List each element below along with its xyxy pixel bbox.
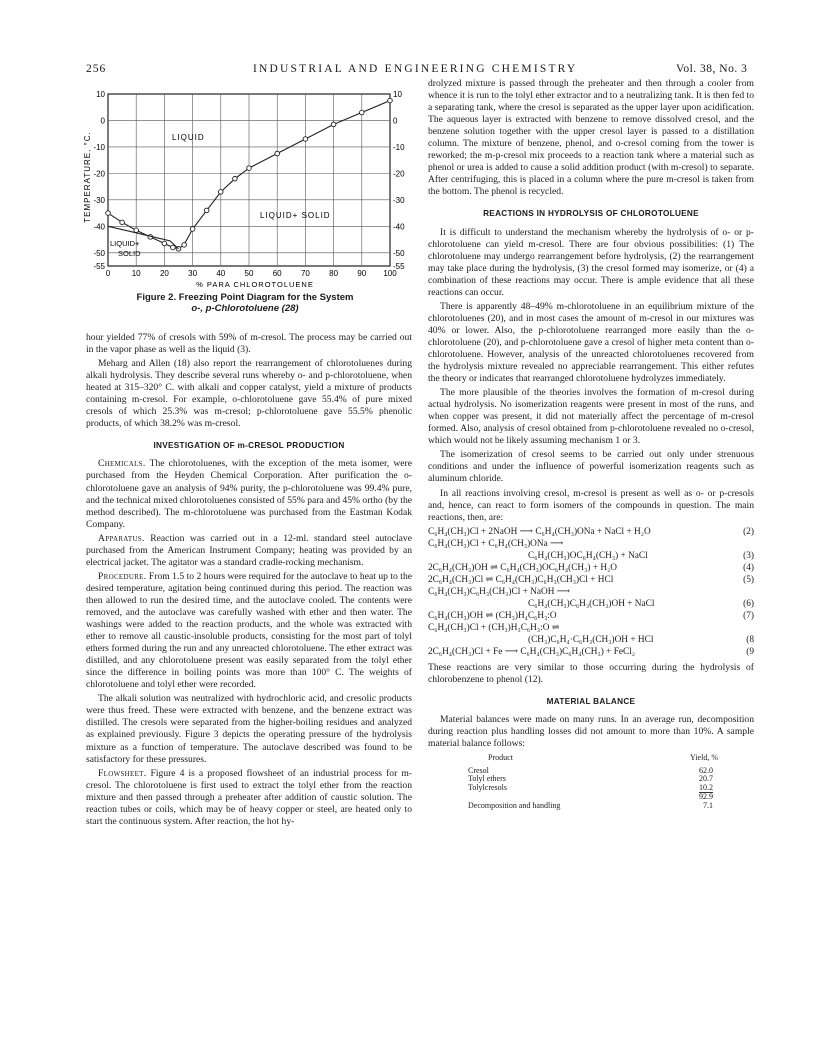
right-column [428,78,754,810]
x-tick-label: 20 [159,269,169,278]
reaction-equation [428,526,754,538]
data-point [219,190,224,195]
paragraph: There is apparently 48–49% m-chlorotoluene in an equilibrium mixture of the chlorotoluenes (20), and in most cases the amount of m-cresol in our mixtures was 40% or lower. Also, the p-chlorotoluene rearranged more easily than the o-chlorotoluene (20), and p-chlorotoluene gave a cresol of higher meta content than o-chlorotoluene. However, analysis of the unreacted chlorotoluenes recovered from the hydrolysis mixture revealed no appreciable rearrangement. This either refutes the theory or indicates that rearranged chlorotoluene hydrolyzes immediately. [428,300,754,385]
reaction-equation [428,622,754,634]
paragraph-apparatus [86,533,412,569]
paragraph-text: Figure 4 is a proposed flowsheet of an industrial process for m-cresol. The chlorotoluene is first used to extract the tolyl ether from the reaction mixture and then passed through a preheater after addition of caustic solution. The reaction tubes or coils, which may be of heavy copper or steel, are heated only to start the continuous system. After reaction, the hot hy- [86,767,412,827]
data-point [303,137,308,142]
equation-number: (9 [746,646,754,657]
y-tick-label-left: 0 [100,116,105,126]
data-point [360,110,365,115]
reaction-equation [428,550,754,562]
run-in-head: Procedure. [98,570,147,582]
y-tick-label-right: -30 [393,195,405,205]
y-tick-label-right: -40 [393,222,405,232]
data-point [162,241,167,246]
volume-info: Vol. 38, No. 3 [676,63,748,75]
table-header [488,754,718,763]
product-cell: Decomposition and handling [468,800,561,810]
equation-text: C₆H₄(CH₃)Cl + (CH₃)H₃C₆H₃:O ⇌ [428,622,560,633]
yield-cell: 20.7 [699,774,713,784]
equation-text: C₆H₄(CH₃)C₆H₃(CH₃)Cl + NaOH ⟶ [428,586,571,597]
data-point [182,243,187,248]
yield-cell: 92.9 [699,792,713,802]
reaction-equation [428,646,754,658]
equation-number: (6) [743,598,754,609]
y-tick-label-right: 0 [393,116,398,126]
data-point [190,227,195,232]
data-point [275,151,280,156]
x-tick-label: 100 [383,269,397,278]
x-axis-label: % PARA CHLOROTOLUENE [196,280,314,289]
paragraph-flowsheet [86,768,412,828]
header-yield: Yield, % [690,752,718,762]
section-heading: REACTIONS IN HYDROLYSIS OF CHLOROTOLUENE [483,209,699,219]
x-tick-label: 60 [272,269,282,278]
y-tick-label-right: 10 [393,90,402,99]
reaction-equations [428,526,754,658]
material-balance-table [428,754,754,811]
data-point [204,208,209,213]
freezing-point-chart [80,82,410,292]
page-number: 256 [86,63,107,75]
run-in-head: Chemicals. [98,458,146,470]
y-tick-label-right: -50 [393,248,405,258]
equation-text: 2C₆H₄(CH₃)OH ⇌ C₆H₄(CH₃)OC₆H₄(CH₃) + H₂O [428,562,618,573]
paragraph: In all reactions involving cresol, m-cresol is present as well as o- or p-cresols and, hence, can react to form isomers of the compounds in question. The main reactions, then, are: [428,487,754,523]
equation-number: (5) [743,574,754,585]
paragraph: hour yielded 77% of cresols with 59% of m-cresol. The process may be carried out in the vapor phase as well as the liquid (3). [86,332,412,356]
equation-text: C₆H₄(CH₃)OH ⇌ (CH₃)H₄C₆H₃:O [428,610,557,621]
equation-text: C₆H₄(CH₃)OC₆H₄(CH₃) + NaCl [528,550,648,561]
equation-number: (2) [743,526,754,537]
equation-text: 2C₆H₄(CH₃)Cl ⇌ C₆H₄(CH₃)C₆H₃(CH₃)Cl + HCl [428,574,614,585]
equation-text: C₆H₄(CH₃)Cl + 2NaOH ⟶ C₆H₄(CH₃)ONa + NaCl + H₂O [428,526,651,537]
region-solid-2: SOLID [118,249,141,258]
region-liquid-2: LIQUID+ [110,239,140,248]
chart-grid [108,94,390,266]
y-tick-label-left: -50 [93,248,105,258]
x-tick-label: 30 [188,269,198,278]
paragraph-text: The chlorotoluenes, with the exception of the meta isomer, were purchased from the Heyden Chemical Corporation. After purification the o-chlorotoluene gave an analysis of 94% purity, the p-chlorotoluene was 99.4% pure, and the technical mixed chlorotoluenes consisted of 55% para and 45% ortho (by the method described). The m-chlorotoluene was purchased from the Eastman Kodak Company. [86,458,412,530]
paragraph: Material balances were made on many runs. In an average run, decomposition during reaction plus handling losses did not amount to more than 10%. A sample material balance follows: [428,713,754,749]
x-tick-label: 40 [216,269,226,278]
region-liquid: LIQUID [172,133,205,142]
table-row [468,784,713,793]
yield-cell: 62.0 [699,765,713,775]
reaction-equation [428,634,754,646]
paragraph-text: Reaction was carried out in a 12-ml. standard steel autoclave purchased from the American Instrument Company; heating was provided by an electrical jacket. The agitator was a standard cradle-rocking mechanism. [86,532,412,568]
paragraph: The alkali solution was neutralized with hydrochloric acid, and cresolic products were thus freed. These were extracted with benzene, and the benzene extract was distilled. The cresols were separated from the higher-boiling residues and analyzed as explained previously. Figure 3 depicts the operating pressure of the hydrolysis mixture as a function of temperature. The autoclave described was found to be satisfactory for these pressures. [86,693,412,765]
reaction-equation [428,586,754,598]
reaction-equation [428,574,754,586]
data-point [247,166,252,171]
paragraph: Meharg and Allen (18) also report the rearrangement of chlorotoluenes during alkali hydrolysis. They describe several runs whereby o- and p-chlorotoluene, when heated at 315–320° C. with alkali and copper catalyst, yield a mixture of products containing m-cresol. For example, o-chlorotoluene gave 55.4% of pure mixed cresols of which 25.3% was m-cresol; p-chlorotoluene gave 55.5% phenolic products, of which 38.2% was m-cresol. [86,358,412,430]
reaction-equation [428,610,754,622]
yield-cell: 10.2 [699,782,713,792]
y-tick-label-right: -55 [393,262,405,271]
product-cell: Tolyl ethers [468,774,506,784]
x-tick-label: 70 [300,269,310,278]
y-axis-label: TEMPERATURE, °C. [83,131,92,223]
data-point [388,98,393,103]
yield-cell: 7.1 [703,800,713,810]
equation-number: (7) [743,610,754,621]
caption-line-2: o-, p-Chlorotoluene (28) [191,303,299,314]
equation-number: (4) [743,562,754,573]
y-tick-label-left: -55 [93,262,105,271]
caption-line-1: Figure 2. Freezing Point Diagram for the System [136,292,354,303]
left-column [86,332,412,830]
paragraph-procedure [86,571,412,691]
equation-text: C₆H₄(CH₃)Cl + C₆H₄(CH₃)ONa ⟶ [428,538,564,549]
data-point [106,211,111,216]
reaction-equation [428,538,754,550]
paragraph-chemicals [86,458,412,530]
y-tick-label-left: -20 [93,169,105,179]
figure-caption [95,292,395,314]
run-in-head: Flowsheet. [98,767,147,779]
run-in-head: Apparatus. [98,532,145,544]
paragraph: The more plausible of the theories involves the formation of m-cresol during actual hydrolysis. No isomerization reagents were present in most of the runs, and when copper was present, it did not materially affect the percentage of m-cresol formed. Also, analysis of cresol obtained from p-chlorotoluene revealed no o-cresol, which would not be likely assuming mechanism 1 or 3. [428,387,754,447]
data-point [233,176,238,181]
paragraph-text: From 1.5 to 2 hours were required for the autoclave to heat up to the desired temperature, agitation being continued during this period. The reaction was then allowed to run the desired time, and the autoclave cooled. The contents were removed, and the autoclave was carefully washed with ether and then water. The washings were added to the reaction products, and the whole was extracted with ether to remove all caustic-insoluble products, consisting for the most part of tolyl ethers formed during the run and any unreacted chlorotoluene. The ether extract was distilled, and any chlorotoluene present was easily separated from the tolyl ether since the difference in boiling points was more than 100° C. The weights of chlorotoluene and tolyl ether were recorded. [86,570,412,691]
x-tick-label: 50 [244,269,254,278]
equation-text: 2C₆H₄(CH₃)Cl + Fe ⟶ C₆H₄(CH₃)C₆H₄(CH₃) + FeCl₂ [428,646,636,657]
data-point [120,220,125,225]
x-tick-label: 10 [131,269,141,278]
reaction-equation [428,598,754,610]
y-tick-label-left: 10 [96,90,105,99]
paragraph: These reactions are very similar to those occurring during the hydrolysis of chlorobenzene to phenol (12). [428,661,754,685]
header-product: Product [488,752,513,762]
equation-number: (3) [743,550,754,561]
product-cell: Cresol [468,765,489,775]
equation-number: (8 [746,634,754,645]
y-tick-label-left: -30 [93,195,105,205]
equation-text: C₆H₄(CH₃)C₆H₃(CH₃)OH + NaCl [528,598,655,609]
region-liquid-solid: LIQUID+ SOLID [260,211,331,220]
data-point [171,245,176,250]
journal-title: INDUSTRIAL AND ENGINEERING CHEMISTRY [253,63,578,75]
paragraph: drolyzed mixture is passed through the preheater and then through a cooler from whence it is run to the tolyl ether extractor and to a neutralizing tank. It is then fed to a separating tank, where the cresol is separated as the upper layer upon acidification. The aqueous layer is extracted with benzene to remove dissolved cresol, and the benzene solution together with the upper cresol layer is passed to a distillation column. The mixture of benzene, phenol, and o-cresol coming from the tower is reworked; the m-p-cresol mix proceeds to a reaction tank where a material such as phenol or urea is added to cause a solid addition product (with m-cresol) to separate. After centrifuging, this is placed in a column where the pure m-cresol is taken from the bottom. The phenol is recycled. [428,78,754,198]
y-tick-label-left: -10 [93,142,105,152]
product-cell: Tolylcresols [468,782,507,792]
data-point [331,122,336,127]
y-tick-label-right: -20 [393,169,405,179]
x-tick-label: 80 [329,269,339,278]
x-tick-label: 90 [357,269,367,278]
y-tick-label-right: -10 [393,142,405,152]
y-tick-label-left: -40 [93,222,105,232]
section-heading: MATERIAL BALANCE [546,696,636,706]
paragraph: It is difficult to understand the mechanism whereby the hydrolysis of o- or p-chlorotoluene can yield m-cresol. There are four obvious possibilities: (1) The chlorotoluene may undergo rearrangement before hydrolysis, (2) the rearrangement may take place during the hydrolysis, (3) the cresol formed may isomerize, or (4) a combination of these reactions may occur. There is ample evidence that all these reactions can occur. [428,226,754,298]
reaction-equation [428,562,754,574]
paragraph: The isomerization of cresol seems to be carried out only under strenuous conditions and under the influence of powerful isomerization reagents such as aluminum chloride. [428,449,754,485]
table-body [428,767,754,811]
data-point [134,228,139,233]
equation-text: (CH₃)C₆H₄·C₆H₃(CH₃)OH + HCl [528,634,654,645]
table-row [468,802,713,811]
x-tick-label: 0 [105,269,111,278]
section-heading: INVESTIGATION OF m-CRESOL PRODUCTION [153,441,345,451]
